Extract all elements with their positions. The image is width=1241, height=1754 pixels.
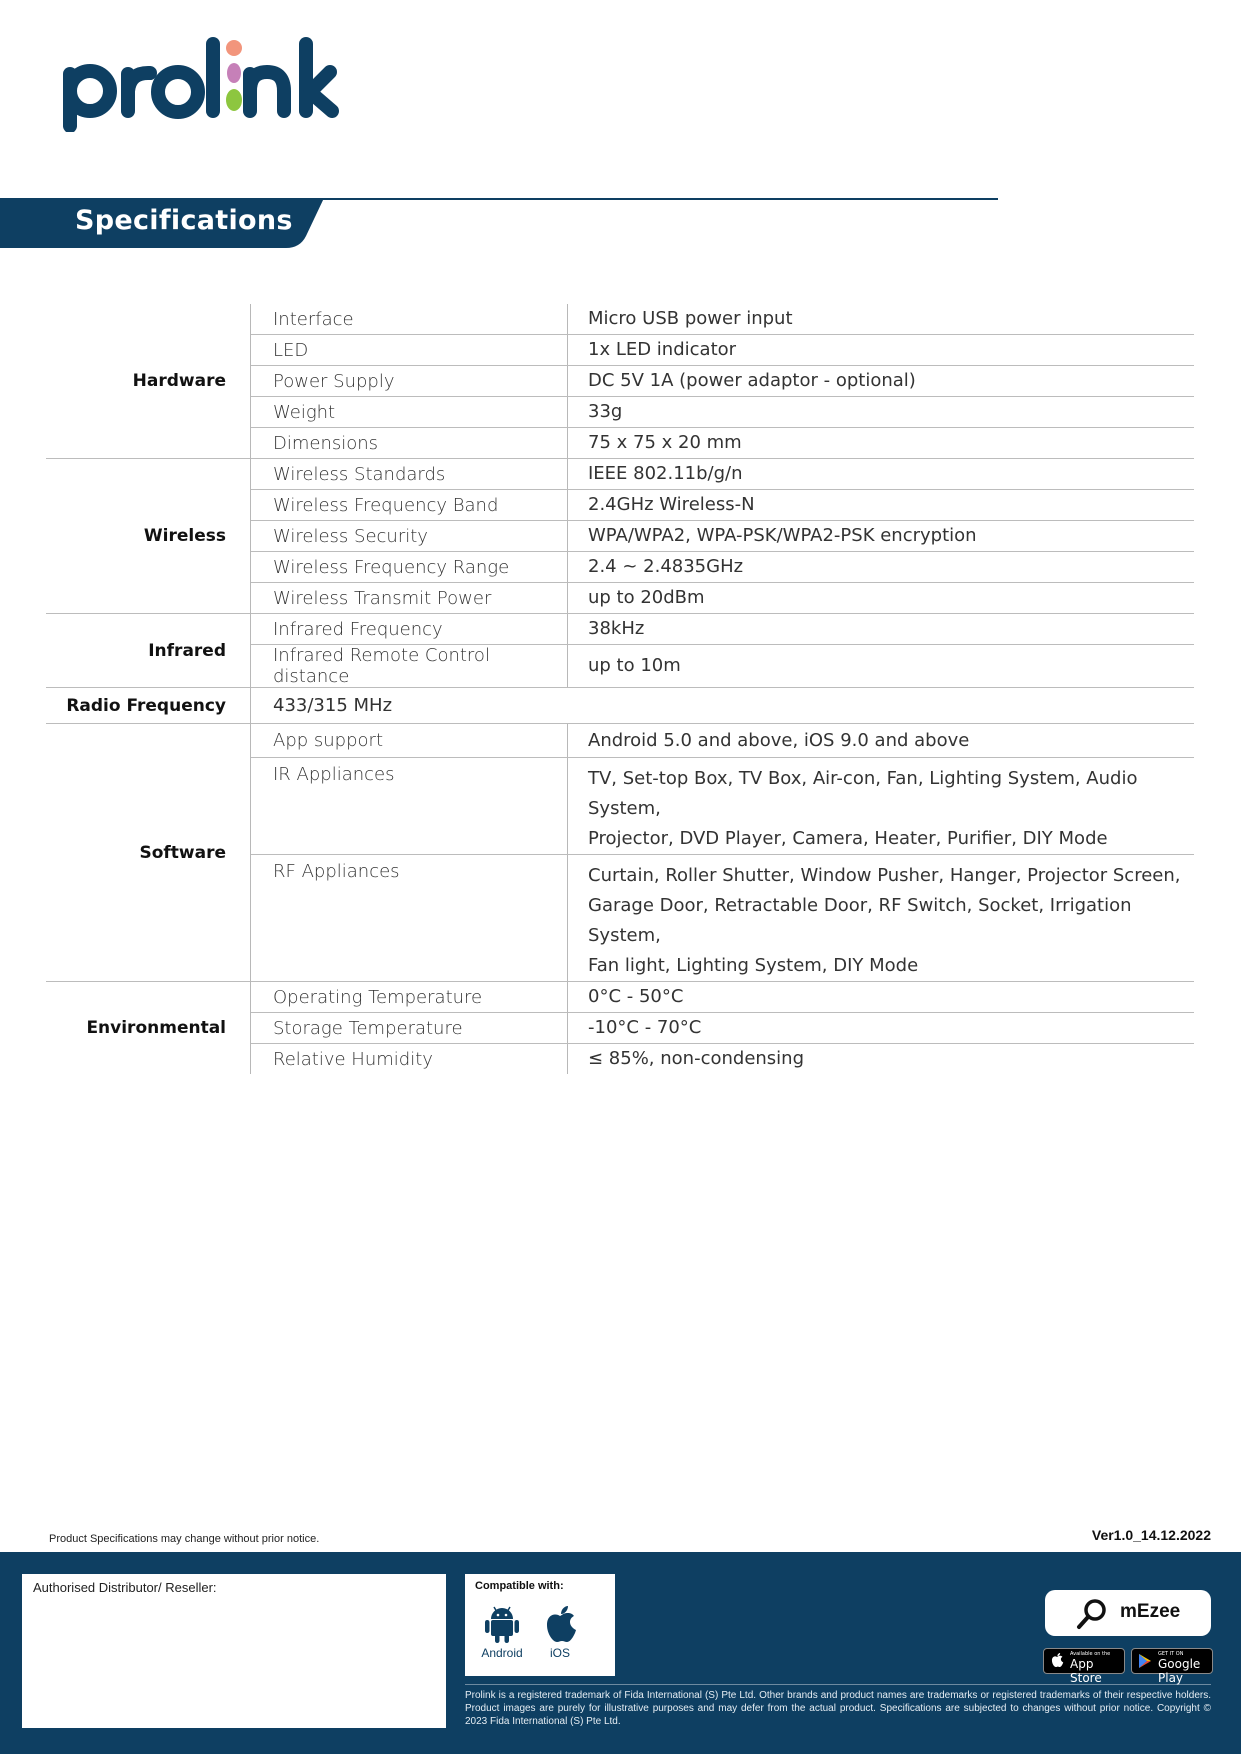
spec-value: 33g [568,397,1195,428]
spec-key: Relative Humidity [251,1044,568,1075]
spec-key: Wireless Transmit Power [251,583,568,614]
category-infrared: Infrared [46,614,251,688]
category-radio-frequency: Radio Frequency [46,688,251,724]
compatibility-box [465,1574,615,1676]
spec-key: IR Appliances [251,758,568,855]
spec-value: up to 10m [568,645,1195,688]
spec-value [568,855,1195,982]
spec-value: 2.4GHz Wireless-N [568,490,1195,521]
spec-value-line: TV, Set-top Box, TV Box, Air-con, Fan, Lighting System, Audio System, [588,768,1138,819]
spec-value: -10°C - 70°C [568,1013,1195,1044]
category-hardware: Hardware [46,304,251,459]
store-caption: GET IT ON [1158,1651,1184,1657]
spec-key: App support [251,724,568,758]
spec-key: RF Appliances [251,855,568,982]
spec-value: Micro USB power input [568,304,1195,335]
spec-key: Wireless Security [251,521,568,552]
spec-value: DC 5V 1A (power adaptor - optional) [568,366,1195,397]
category-environmental: Environmental [46,982,251,1075]
section-title: Specifications [75,205,293,236]
table-row [46,459,1194,490]
spec-value-line: Garage Door, Retractable Door, RF Switch, Socket, Irrigation System, [588,895,1132,946]
category-software: Software [46,724,251,982]
app-store-badge[interactable] [1043,1648,1125,1685]
os-ios [535,1604,585,1660]
spec-value: 38kHz [568,614,1195,645]
table-row [46,982,1194,1013]
spec-value-line: Projector, DVD Player, Camera, Heater, Purifier, DIY Mode [588,828,1108,849]
store-name: App Store [1070,1657,1102,1685]
spec-key: Operating Temperature [251,982,568,1013]
table-row [46,688,1194,724]
distributor-box [22,1574,446,1728]
category-wireless: Wireless [46,459,251,614]
spec-key: Wireless Frequency Band [251,490,568,521]
spec-key: Power Supply [251,366,568,397]
google-play-icon [1138,1653,1152,1669]
specifications-table [46,304,1194,1074]
spec-key: Interface [251,304,568,335]
spec-key: Infrared Remote Control distance [251,645,568,688]
spec-value: WPA/WPA2, WPA-PSK/WPA2-PSK encryption [568,521,1195,552]
table-row [46,614,1194,645]
spec-value: ≤ 85%, non-condensing [588,1048,805,1069]
spec-value: 2.4 ~ 2.4835GHz [568,552,1195,583]
spec-key: Dimensions [251,428,568,459]
spec-key: Wireless Frequency Range [251,552,568,583]
legal-text: Prolink is a registered trademark of Fida International (S) Pte Ltd. Other brands and product names are trademarks or registered trademarks of their respective holders. Product images are purely for illustrative purposes and may defer from the actual product. Specifications are subjected to changes without prior notice. Copyright © 2023 Fida International (S) Pte Ltd. [465,1684,1211,1728]
google-play-badge[interactable] [1131,1648,1213,1685]
apple-icon [1050,1652,1064,1668]
prolink-logo [60,36,370,132]
banner-rule [300,198,998,200]
spec-value: 75 x 75 x 20 mm [568,428,1195,459]
spec-value: Android 5.0 and above, iOS 9.0 and above [568,724,1195,758]
spec-key: LED [251,335,568,366]
store-name: Google Play [1158,1657,1201,1685]
search-icon [1075,1597,1109,1631]
spec-value: up to 20dBm [568,583,1195,614]
spec-value: IEEE 802.11b/g/n [568,459,1195,490]
spec-value-line: Fan light, Lighting System, DIY Mode [588,955,919,976]
table-row [46,304,1194,335]
table-row [46,724,1194,758]
android-icon [484,1604,520,1644]
os-label: iOS [549,1646,570,1660]
mezee-search-badge[interactable] [1045,1590,1211,1636]
spec-key: Storage Temperature [251,1013,568,1044]
spec-value: 0°C - 50°C [568,982,1195,1013]
app-name: mEzee [1120,1601,1181,1622]
spec-value [568,758,1195,855]
store-caption: Available on the [1070,1651,1111,1657]
spec-change-notice: Product Specifications may change without prior notice. [49,1533,320,1545]
spec-value: 433/315 MHz [251,688,1195,724]
spec-key: Wireless Standards [251,459,568,490]
spec-key: Infrared Frequency [251,614,568,645]
distributor-label: Authorised Distributor/ Reseller: [33,1580,217,1595]
os-android [477,1604,527,1660]
apple-icon [542,1604,578,1644]
spec-key: Weight [251,397,568,428]
spec-value-line: Curtain, Roller Shutter, Window Pusher, Hanger, Projector Screen, [588,865,1181,886]
version-label: Ver1.0_14.12.2022 [1091,1527,1211,1543]
spec-value: 1x LED indicator [568,335,1195,366]
os-label: Android [481,1646,523,1660]
compatible-title: Compatible with: [475,1580,564,1592]
